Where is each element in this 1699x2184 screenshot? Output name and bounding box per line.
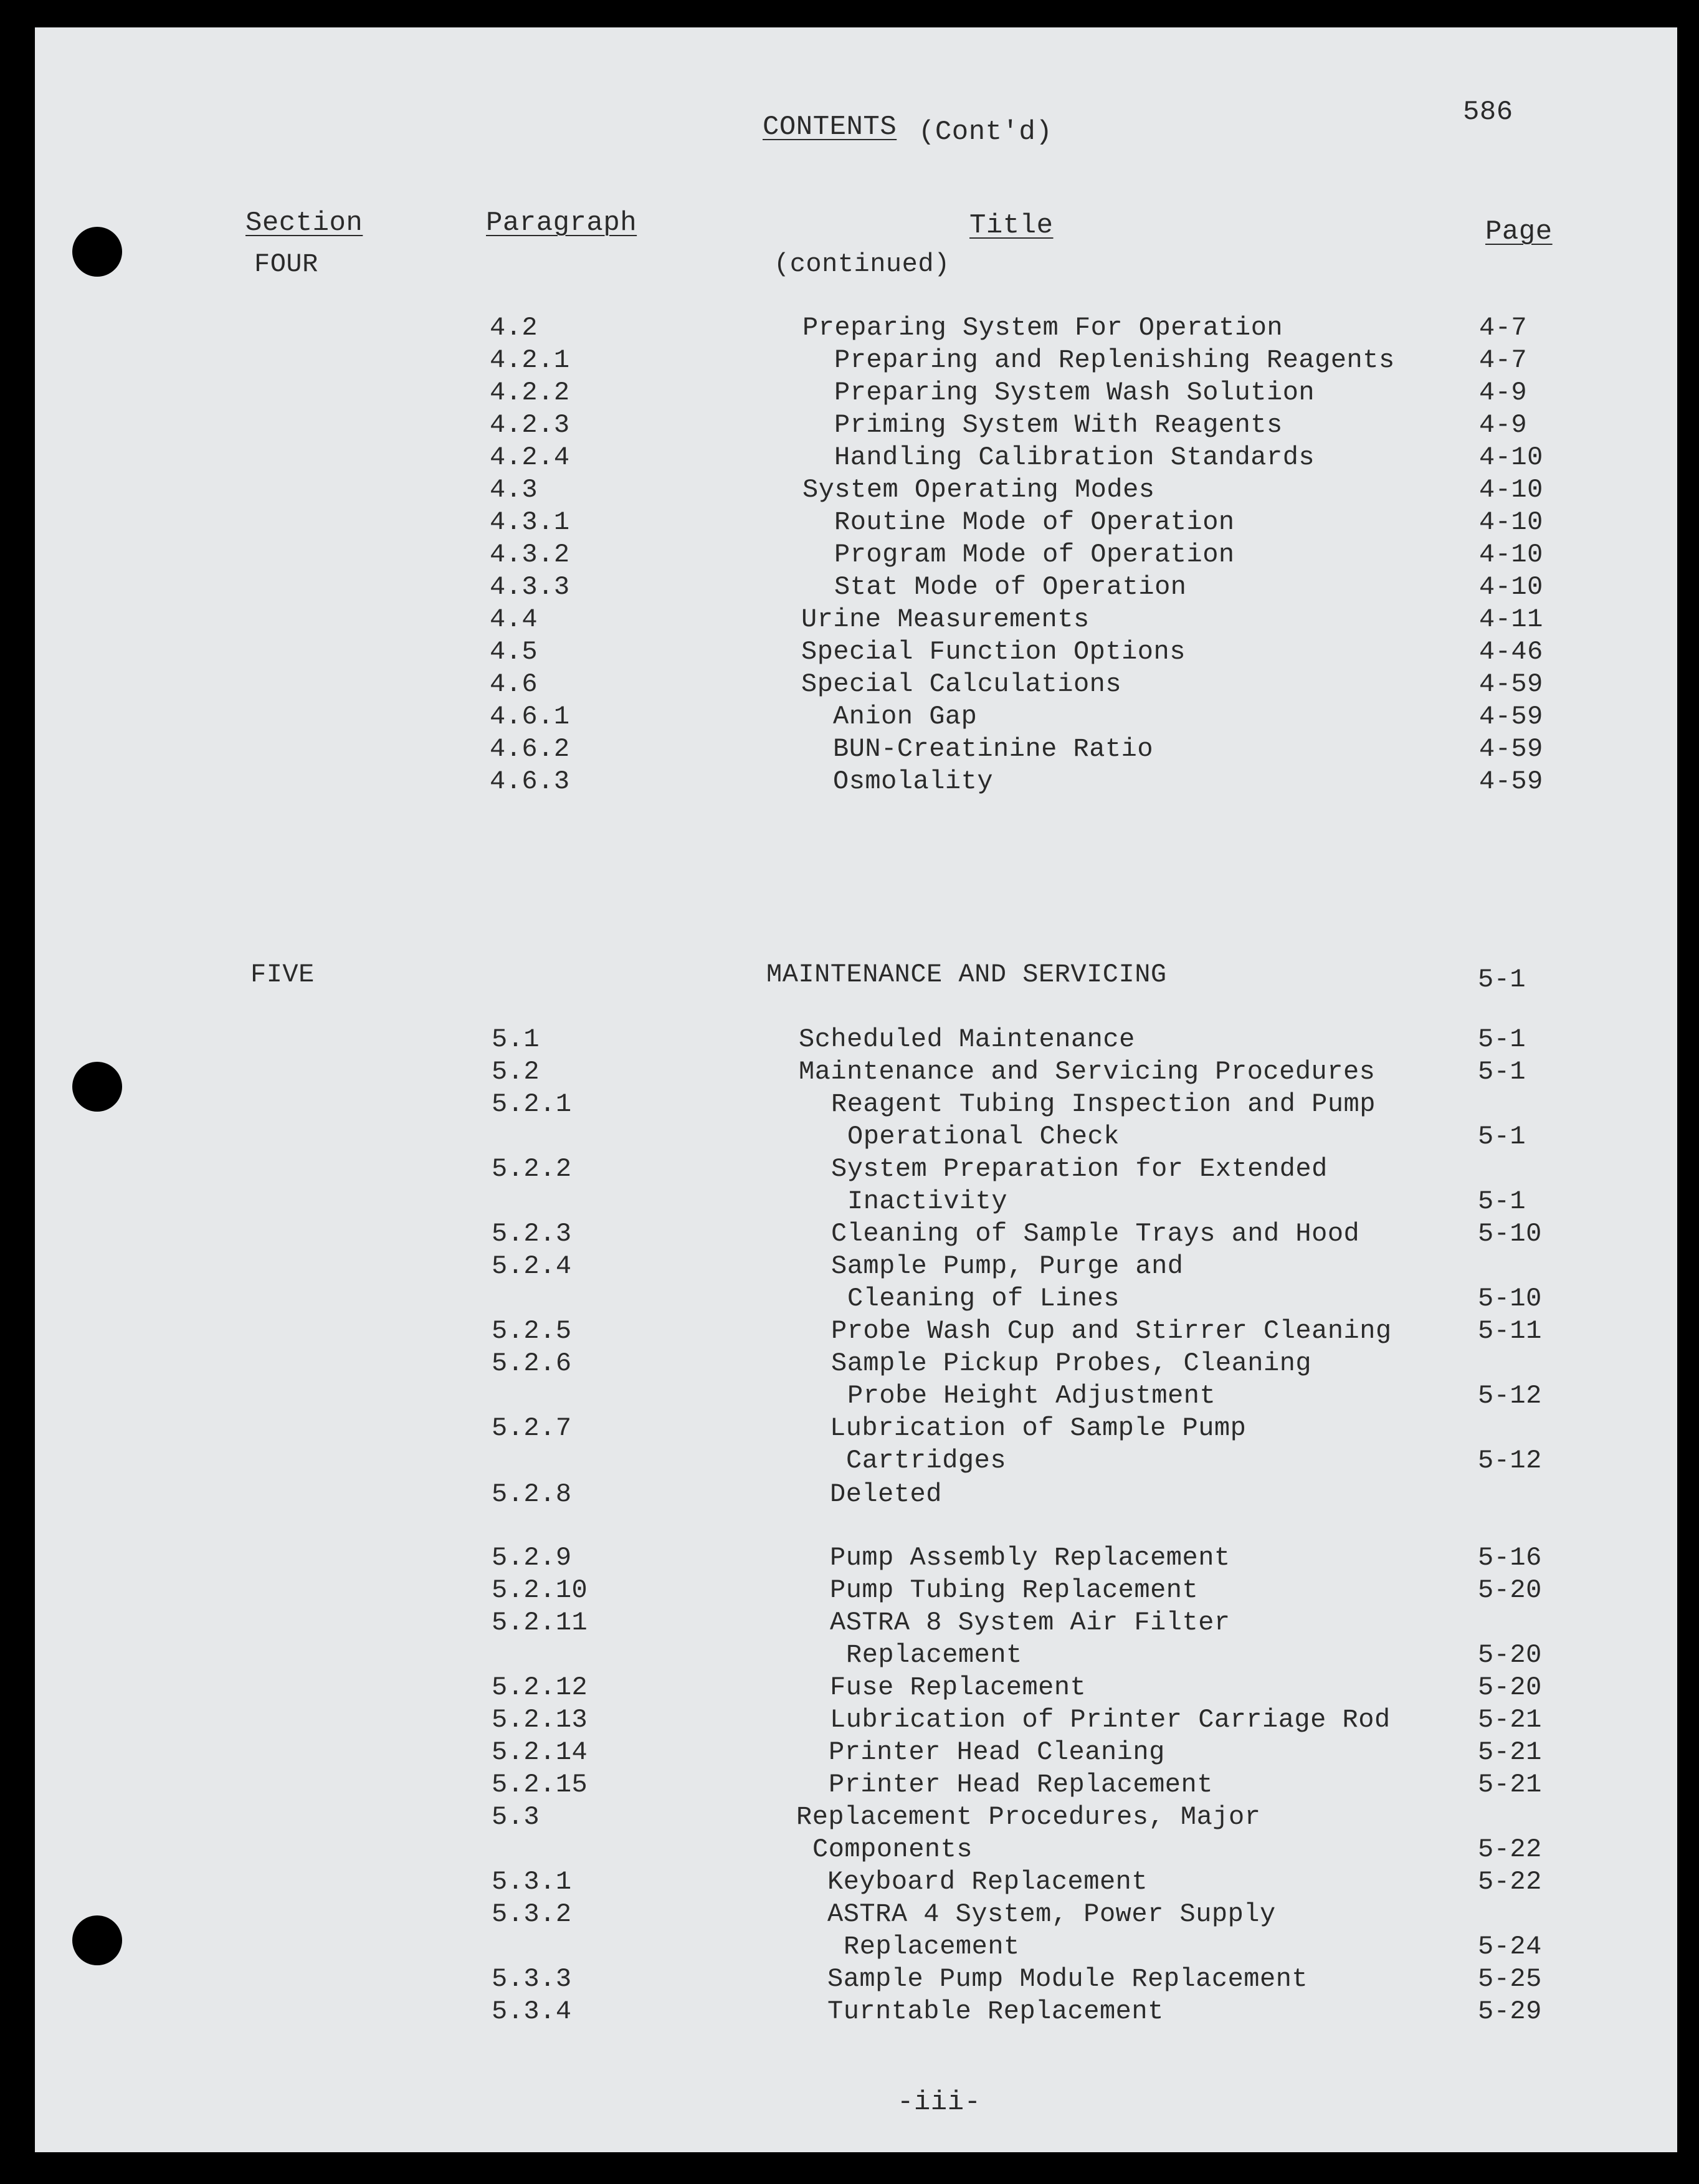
entry-title: Special Function Options bbox=[801, 637, 1186, 667]
entry-title: Anion Gap bbox=[833, 702, 978, 732]
paragraph-number: 5.2.7 bbox=[492, 1413, 572, 1443]
table-row bbox=[35, 1381, 1677, 1413]
paragraph-number: 5.2.13 bbox=[492, 1705, 588, 1735]
paragraph-number: 4.6.2 bbox=[490, 734, 570, 764]
table-row bbox=[35, 1672, 1677, 1705]
paragraph-number: 5.2.3 bbox=[492, 1219, 572, 1249]
entry-title: Inactivity bbox=[847, 1186, 1008, 1216]
paragraph-number: 5.2.5 bbox=[492, 1316, 572, 1346]
table-row bbox=[35, 1479, 1677, 1512]
table-row bbox=[35, 1737, 1677, 1770]
document-page bbox=[35, 27, 1677, 2152]
entry-title: Sample Pump, Purge and bbox=[831, 1251, 1184, 1281]
table-row bbox=[35, 1899, 1677, 1932]
paragraph-number: 5.2.15 bbox=[492, 1770, 588, 1800]
table-row bbox=[35, 1284, 1677, 1316]
paragraph-number: 4.2.4 bbox=[490, 442, 570, 472]
entry-title: Special Calculations bbox=[801, 669, 1122, 699]
entry-title: System Preparation for Extended bbox=[831, 1154, 1328, 1184]
entry-title: ASTRA 8 System Air Filter bbox=[830, 1608, 1230, 1638]
entry-title: Osmolality bbox=[833, 766, 994, 796]
paragraph-number: 5.2.9 bbox=[492, 1543, 572, 1573]
column-header-title: Title bbox=[969, 210, 1054, 241]
table-row bbox=[35, 572, 1677, 604]
table-row bbox=[35, 637, 1677, 669]
table-row bbox=[35, 345, 1677, 378]
table-row bbox=[35, 1802, 1677, 1834]
entry-page: 4-9 bbox=[1479, 378, 1528, 408]
entry-page: 5-24 bbox=[1478, 1932, 1542, 1962]
paragraph-number: 4.5 bbox=[490, 637, 538, 667]
footer-page-label: -iii- bbox=[897, 2087, 981, 2118]
entry-title: ASTRA 4 System, Power Supply bbox=[827, 1899, 1276, 1929]
entry-page: 4-7 bbox=[1479, 313, 1528, 343]
table-row bbox=[35, 1575, 1677, 1608]
table-row bbox=[35, 604, 1677, 637]
entry-title: Sample Pump Module Replacement bbox=[827, 1964, 1308, 1994]
entry-title: System Operating Modes bbox=[802, 475, 1155, 505]
table-row bbox=[35, 702, 1677, 734]
entry-page: 5-1 bbox=[1478, 1057, 1526, 1087]
entry-title: Priming System With Reagents bbox=[834, 410, 1283, 440]
entry-title: Stat Mode of Operation bbox=[834, 572, 1187, 602]
paragraph-number: 5.3.1 bbox=[492, 1867, 572, 1897]
entry-title: Lubrication of Sample Pump bbox=[830, 1413, 1247, 1443]
entry-title: Cartridges bbox=[846, 1446, 1007, 1476]
table-row bbox=[35, 1348, 1677, 1381]
entry-page: 4-10 bbox=[1479, 475, 1543, 505]
paragraph-number: 5.2.12 bbox=[492, 1672, 588, 1702]
paragraph-number: 5.3.4 bbox=[492, 1996, 572, 2026]
paragraph-number: 5.2.6 bbox=[492, 1348, 572, 1378]
paragraph-number: 5.2 bbox=[492, 1057, 540, 1087]
entry-title: Components bbox=[812, 1834, 973, 1864]
entry-page: 4-59 bbox=[1479, 766, 1543, 796]
entry-title: Sample Pickup Probes, Cleaning bbox=[831, 1348, 1312, 1378]
entry-page: 5-12 bbox=[1478, 1446, 1542, 1476]
table-row bbox=[35, 1705, 1677, 1737]
entry-page: 4-10 bbox=[1479, 572, 1543, 602]
entry-page: 5-10 bbox=[1478, 1284, 1542, 1314]
entry-title: Operational Check bbox=[847, 1122, 1120, 1152]
column-header-section: Section bbox=[245, 207, 363, 239]
table-row bbox=[35, 1057, 1677, 1089]
entry-title: Urine Measurements bbox=[801, 604, 1090, 634]
table-row bbox=[35, 540, 1677, 572]
entry-page: 4-59 bbox=[1479, 734, 1543, 764]
paragraph-number: 5.2.8 bbox=[492, 1479, 572, 1509]
entry-page: 5-20 bbox=[1478, 1640, 1542, 1670]
table-row bbox=[35, 378, 1677, 410]
table-row bbox=[35, 1024, 1677, 1057]
paragraph-number: 4.6.3 bbox=[490, 766, 570, 796]
entry-title: Cleaning of Sample Trays and Hood bbox=[831, 1219, 1360, 1249]
paragraph-number: 5.2.11 bbox=[492, 1608, 588, 1638]
entry-page: 4-7 bbox=[1479, 345, 1528, 375]
paragraph-number: 4.2.2 bbox=[490, 378, 570, 408]
entry-page: 4-10 bbox=[1479, 507, 1543, 537]
entry-title: Replacement bbox=[846, 1640, 1022, 1670]
entry-page: 4-9 bbox=[1479, 410, 1528, 440]
section-four-label: FOUR bbox=[254, 249, 318, 279]
entry-page: 4-10 bbox=[1479, 442, 1543, 472]
section-five-label: FIVE bbox=[250, 960, 315, 989]
paragraph-number: 4.3.2 bbox=[490, 540, 570, 570]
entry-page: 5-21 bbox=[1478, 1770, 1542, 1800]
paragraph-number: 4.2 bbox=[490, 313, 538, 343]
entry-title: Preparing System Wash Solution bbox=[834, 378, 1315, 408]
page-number: 586 bbox=[1463, 97, 1513, 128]
entry-title: Scheduled Maintenance bbox=[799, 1024, 1135, 1054]
entry-title: Routine Mode of Operation bbox=[834, 507, 1235, 537]
paragraph-number: 4.3 bbox=[490, 475, 538, 505]
entry-title: Turntable Replacement bbox=[827, 1996, 1164, 2026]
contents-title: CONTENTS bbox=[763, 112, 897, 143]
entry-title: BUN-Creatinine Ratio bbox=[833, 734, 1154, 764]
entry-title: Cleaning of Lines bbox=[847, 1284, 1120, 1314]
table-row bbox=[35, 1219, 1677, 1251]
entry-page: 5-20 bbox=[1478, 1575, 1542, 1605]
entry-title: Maintenance and Servicing Procedures bbox=[799, 1057, 1376, 1087]
table-row bbox=[35, 669, 1677, 702]
column-header-paragraph: Paragraph bbox=[486, 207, 637, 239]
entry-title: Handling Calibration Standards bbox=[834, 442, 1315, 472]
entry-title: Reagent Tubing Inspection and Pump bbox=[831, 1089, 1376, 1119]
paragraph-number: 5.2.1 bbox=[492, 1089, 572, 1119]
contents-cont-label: (Cont'd) bbox=[918, 117, 1053, 148]
entry-title: Replacement Procedures, Major bbox=[796, 1802, 1261, 1832]
entry-page: 5-1 bbox=[1478, 1122, 1526, 1152]
entry-page: 5-20 bbox=[1478, 1672, 1542, 1702]
table-row bbox=[35, 475, 1677, 507]
table-row bbox=[35, 1186, 1677, 1219]
paragraph-number: 4.2.1 bbox=[490, 345, 570, 375]
entry-title: Probe Height Adjustment bbox=[847, 1381, 1216, 1411]
entry-title: Lubrication of Printer Carriage Rod bbox=[830, 1705, 1391, 1735]
paragraph-number: 4.3.1 bbox=[490, 507, 570, 537]
table-row bbox=[35, 734, 1677, 766]
entry-page: 5-1 bbox=[1478, 1024, 1526, 1054]
entry-title: Fuse Replacement bbox=[830, 1672, 1087, 1702]
table-row bbox=[35, 410, 1677, 442]
entry-page: 5-21 bbox=[1478, 1737, 1542, 1767]
entry-title: Pump Tubing Replacement bbox=[830, 1575, 1199, 1605]
paragraph-number: 5.3.2 bbox=[492, 1899, 572, 1929]
entry-page: 5-11 bbox=[1478, 1316, 1542, 1346]
entry-page: 5-22 bbox=[1478, 1834, 1542, 1864]
entry-page: 5-1 bbox=[1478, 1186, 1526, 1216]
entry-page: 5-10 bbox=[1478, 1219, 1542, 1249]
table-row bbox=[35, 1154, 1677, 1186]
entry-title: Keyboard Replacement bbox=[827, 1867, 1148, 1897]
paragraph-number: 4.3.3 bbox=[490, 572, 570, 602]
section-four-continued: (continued) bbox=[774, 249, 950, 279]
table-row bbox=[35, 766, 1677, 799]
binder-hole-top bbox=[72, 227, 122, 277]
entry-page: 5-25 bbox=[1478, 1964, 1542, 1994]
paragraph-number: 5.3 bbox=[492, 1802, 540, 1832]
entry-page: 4-59 bbox=[1479, 669, 1543, 699]
entry-title: Probe Wash Cup and Stirrer Cleaning bbox=[831, 1316, 1392, 1346]
entry-page: 5-21 bbox=[1478, 1705, 1542, 1735]
table-row bbox=[35, 1867, 1677, 1899]
table-row bbox=[35, 1122, 1677, 1154]
paragraph-number: 4.6 bbox=[490, 669, 538, 699]
table-row bbox=[35, 1413, 1677, 1446]
table-row bbox=[35, 1932, 1677, 1964]
entry-title: Program Mode of Operation bbox=[834, 540, 1235, 570]
entry-page: 4-10 bbox=[1479, 540, 1543, 570]
table-row bbox=[35, 1770, 1677, 1802]
paragraph-number: 5.2.2 bbox=[492, 1154, 572, 1184]
paragraph-number: 5.2.10 bbox=[492, 1575, 588, 1605]
paragraph-number: 5.2.4 bbox=[492, 1251, 572, 1281]
entry-page: 5-29 bbox=[1478, 1996, 1542, 2026]
table-row bbox=[35, 1964, 1677, 1996]
table-row bbox=[35, 1640, 1677, 1672]
table-row bbox=[35, 1251, 1677, 1284]
table-row bbox=[35, 1446, 1677, 1478]
table-row bbox=[35, 1608, 1677, 1640]
table-row bbox=[35, 1543, 1677, 1575]
entry-page: 4-46 bbox=[1479, 637, 1543, 667]
table-row bbox=[35, 313, 1677, 345]
entry-title: Deleted bbox=[830, 1479, 942, 1509]
entry-title: Preparing System For Operation bbox=[802, 313, 1283, 343]
paragraph-number: 4.4 bbox=[490, 604, 538, 634]
paragraph-number: 5.2.14 bbox=[492, 1737, 588, 1767]
entry-title: Pump Assembly Replacement bbox=[830, 1543, 1230, 1573]
entry-page: 5-12 bbox=[1478, 1381, 1542, 1411]
section-five-heading: MAINTENANCE AND SERVICING bbox=[766, 960, 1167, 989]
entry-title: Printer Head Replacement bbox=[829, 1770, 1213, 1800]
paragraph-number: 4.2.3 bbox=[490, 410, 570, 440]
table-row bbox=[35, 507, 1677, 540]
table-row bbox=[35, 442, 1677, 475]
table-row bbox=[35, 1089, 1677, 1122]
entry-page: 4-59 bbox=[1479, 702, 1543, 732]
column-header-page: Page bbox=[1485, 216, 1553, 247]
entry-title: Preparing and Replenishing Reagents bbox=[834, 345, 1395, 375]
paragraph-number: 4.6.1 bbox=[490, 702, 570, 732]
table-row bbox=[35, 1834, 1677, 1867]
entry-page: 4-11 bbox=[1479, 604, 1543, 634]
entry-title: Printer Head Cleaning bbox=[829, 1737, 1165, 1767]
paragraph-number: 5.1 bbox=[492, 1024, 540, 1054]
table-row bbox=[35, 1996, 1677, 2029]
entry-title: Replacement bbox=[844, 1932, 1020, 1962]
paragraph-number: 5.3.3 bbox=[492, 1964, 572, 1994]
table-row bbox=[35, 1316, 1677, 1348]
entry-page: 5-16 bbox=[1478, 1543, 1542, 1573]
section-five-heading-page: 5-1 bbox=[1478, 965, 1526, 994]
entry-page: 5-22 bbox=[1478, 1867, 1542, 1897]
